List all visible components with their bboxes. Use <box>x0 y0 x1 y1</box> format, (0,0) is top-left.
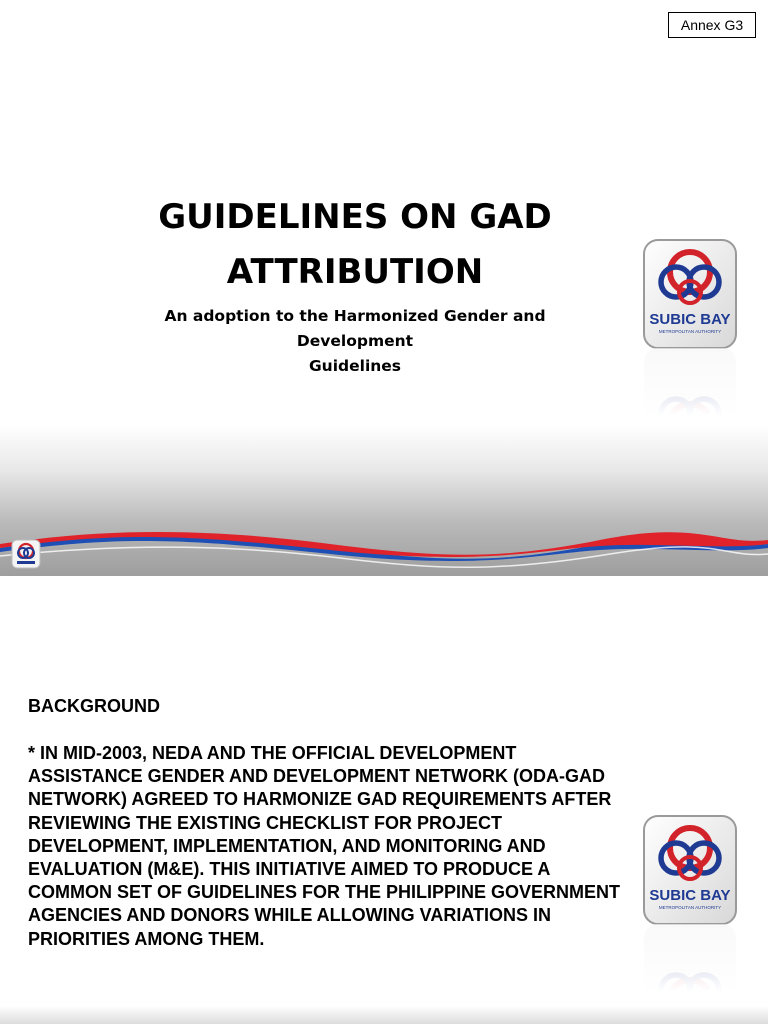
section-heading: BACKGROUND <box>28 696 160 716</box>
annex-label: Annex G3 <box>668 12 756 38</box>
logo-text-sub: METROPOLITAN AUTHORITY <box>658 329 722 334</box>
title-line-2: ATTRIBUTION <box>226 252 484 292</box>
footer-strip <box>0 1006 768 1024</box>
footer-wave <box>0 520 768 576</box>
title-line-1: GUIDELINES ON GAD <box>158 197 552 237</box>
slide-subtitle <box>110 304 600 379</box>
subtitle-line-2: Guidelines <box>308 357 402 375</box>
subic-bay-small-logo-icon <box>11 539 41 569</box>
subic-bay-logo-icon <box>640 812 740 992</box>
background-paragraph: * IN MID-2003, NEDA AND THE OFFICIAL DEVELOPMENT ASSISTANCE GENDER AND DEVELOPMENT NETWORK (ODA-GAD NETWORK) AGREED TO HARMONIZE GAD REQUIREMENTS AFTER REVIEWING THE EXISTING CHECKLIST FOR PROJECT DEVELOPMENT, IMPLEMENTATION, AND MONITORING AND EVALUATION (M&E). THIS INITIATIVE AIMED TO PRODUCE A COMMON SET OF GUIDELINES FOR THE PHILIPPINE GOVERNMENT AGENCIES AND DONORS WHILE ALLOWING VARIATIONS IN PRIORITIES AMONG THEM. <box>28 743 621 949</box>
logo-text-main: SUBIC BAY <box>649 887 731 904</box>
subic-bay-logo-icon <box>640 236 740 416</box>
logo-text-sub: METROPOLITAN AUTHORITY <box>658 905 722 910</box>
background-slide <box>0 576 768 1024</box>
logo-text-main: SUBIC BAY <box>649 311 731 328</box>
slide-title <box>60 190 650 300</box>
subtitle-line-1: An adoption to the Harmonized Gender and Development <box>164 307 546 350</box>
